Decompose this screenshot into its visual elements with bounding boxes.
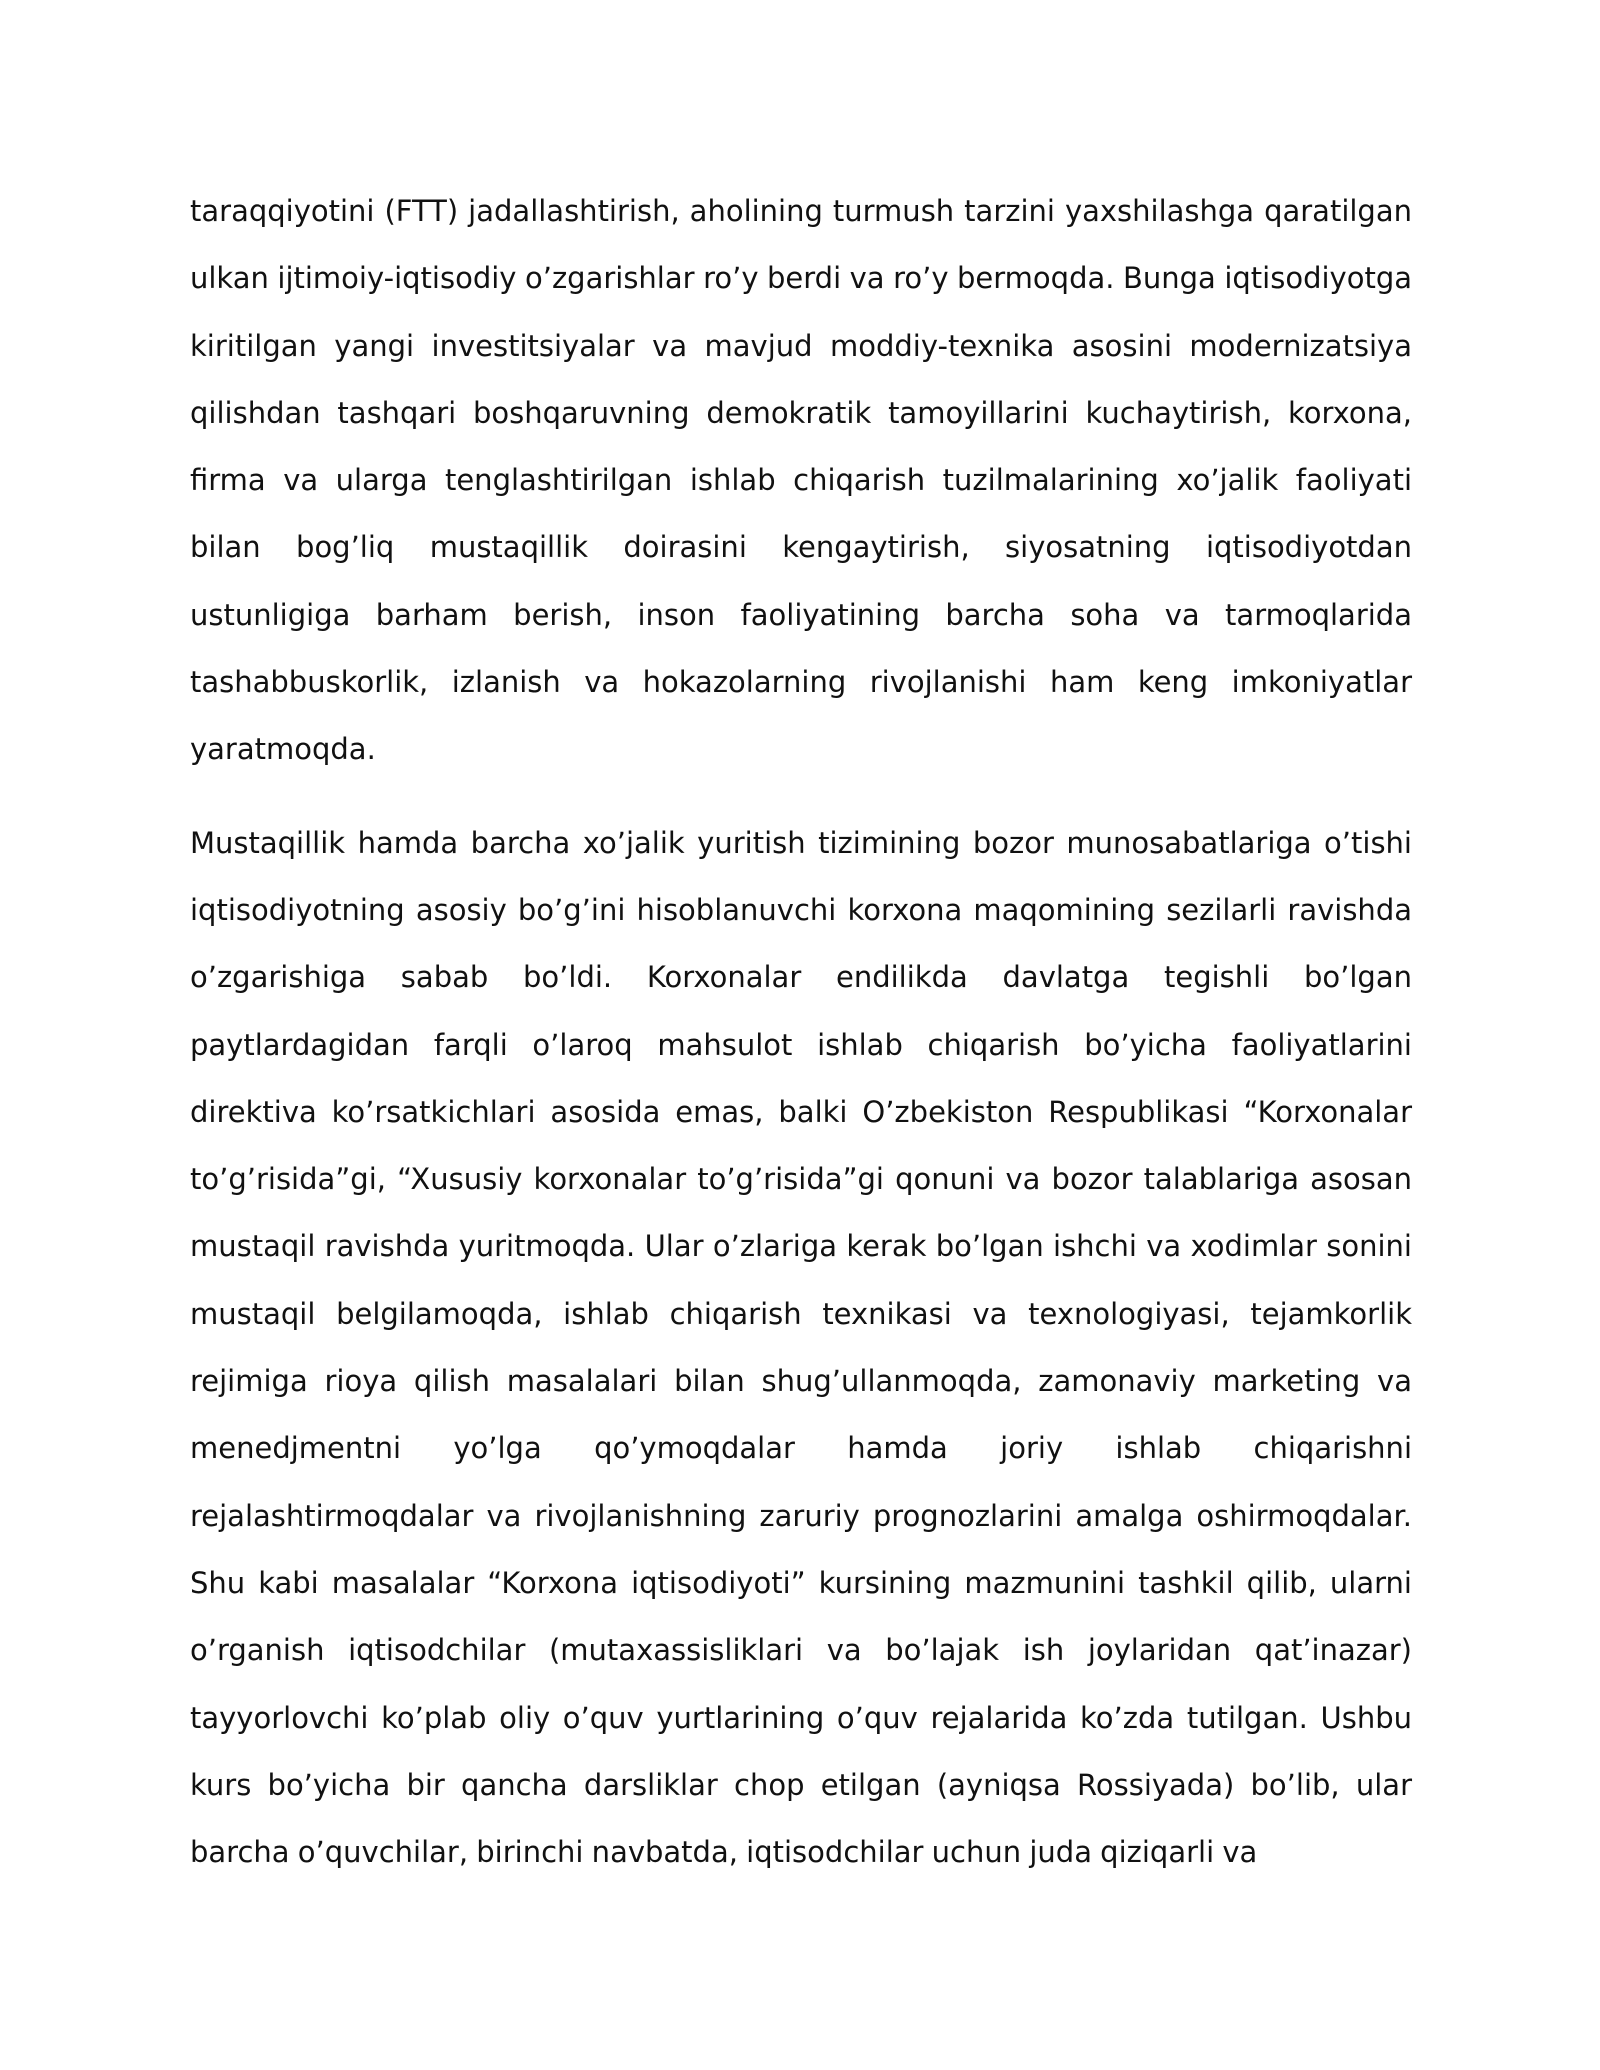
paragraph-2: Mustaqillik hamda barcha xo’jalik yuritish tizimining bozor munosabatlariga o’tishi iqtisodiyotning asosiy bo’g’ini hisoblanuvchi korxona maqomining sezilarli ravishda o’zgarishiga sabab bo’ldi. Korxonalar endilikda davlatga tegishli bo’lgan paytlardagidan farqli o’laroq mahsulot ishlab chiqarish bo’yicha faoliyatlarini direktiva ko’rsatkichlari asosida emas, balki O’zbekiston Respublikasi “Korxonalar to’g’risida”gi, “Xususiy korxonalar to’g’risida”gi qonuni va bozor talablariga asosan mustaqil ravishda yuritmoqda. Ular o’zlariga kerak bo’lgan ishchi va xodimlar sonini mustaqil belgilamoqda, ishlab chiqarish texnikasi va texnologiyasi, tejamkorlik rejimiga rioya qilish masalalari bilan shug’ullanmoqda, zamonaviy marketing va menedjmentni yo’lga qo’ymoqdalar hamda joriy ishlab chiqarishni rejalashtirmoqdalar va rivojlanishning zaruriy prognozlarini amalga oshirmoqdalar. Shu kabi masalalar “Korxona iqtisodiyoti” kursining mazmunini tashkil qilib, ularni o’rganish iqtisodchilar (mutaxassisliklari va bo’lajak ish joylaridan qat’inazar) tayyorlovchi ko’plab oliy o’quv yurtlarining o’quv rejalarida ko’zda tutilgan. Ushbu kurs bo’yicha bir qancha darsliklar chop etilgan (ayniqsa Rossiyada) bo’lib, ular barcha o’quvchilar, birinchi navbatda, iqtisodchilar uchun juda qiziqarli va: [190, 825, 1412, 1870]
document-body: [190, 178, 1412, 1886]
paragraph-1: taraqqiyotini (FTT) jadallashtirish, aholining turmush tarzini yaxshilashga qaratilgan ulkan ijtimoiy-iqtisodiy o’zgarishlar ro’y berdi va ro’y bermoqda. Bunga iqtisodiyotga kiritilgan yangi investitsiyalar va mavjud moddiy-texnika asosini modernizatsiya qilishdan tashqari boshqaruvning demokratik tamoyillarini kuchaytirish, korxona, firma va ularga tenglashtirilgan ishlab chiqarish tuzilmalarining xo’jalik faoliyati bilan bog’liq mustaqillik doirasini kengaytirish, siyosatning iqtisodiyotdan ustunligiga barham berish, inson faoliyatining barcha soha va tarmoqlarida tashabbuskorlik, izlanish va hokazolarning rivojlanishi ham keng imkoniyatlar yaratmoqda.: [190, 194, 1412, 767]
